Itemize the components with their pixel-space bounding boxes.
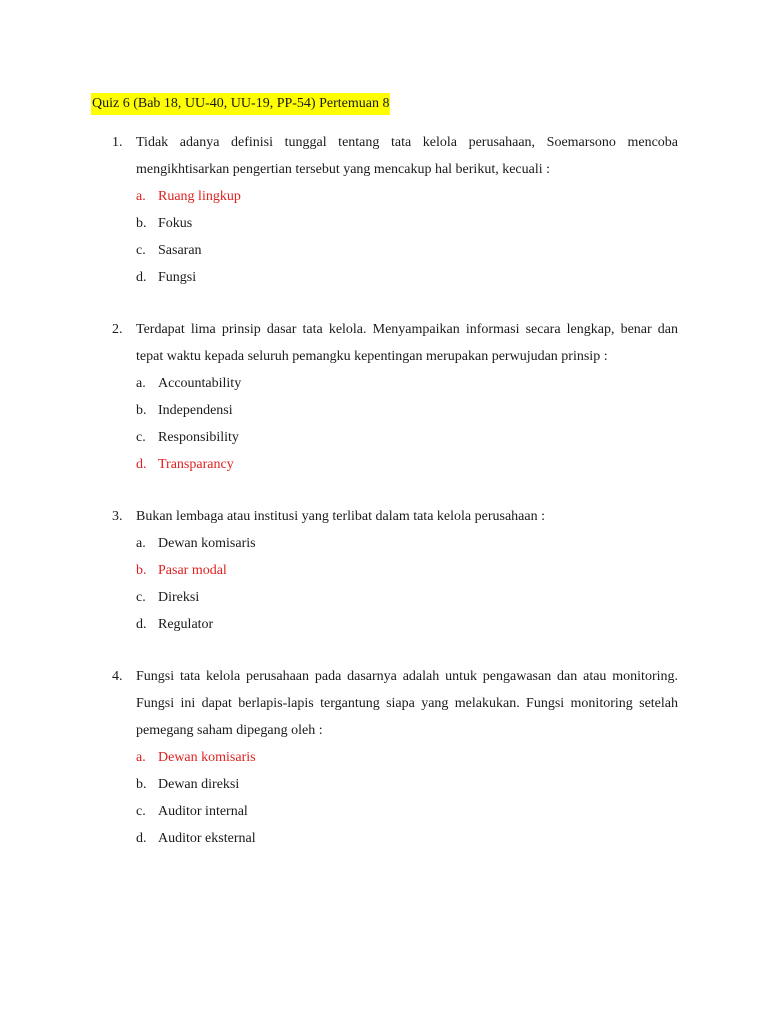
option-letter: a. xyxy=(136,189,146,204)
question-number: 3. xyxy=(112,509,123,524)
option-letter: c. xyxy=(136,243,146,258)
option-text: Independensi xyxy=(158,403,233,418)
option-text: Direksi xyxy=(158,590,200,605)
question-text-row xyxy=(112,503,678,530)
option-text: Dewan komisaris xyxy=(158,750,256,765)
question-text: Terdapat lima prinsip dasar tata kelola. Menyampaikan informasi secara lengkap, benar dan tepat waktu kepada seluruh pemangku kepentingan merupakan perwujudan prinsip : xyxy=(136,322,678,364)
option-letter: b. xyxy=(136,777,147,792)
option-text: Pasar modal xyxy=(158,563,227,578)
question-text: Bukan lembaga atau institusi yang terlibat dalam tata kelola perusahaan : xyxy=(136,509,545,524)
question-text: Tidak adanya definisi tunggal tentang tata kelola perusahaan, Soemarsono mencoba mengikhtisarkan pengertian tersebut yang mencakup hal berikut, kecuali : xyxy=(136,135,678,177)
answer-option xyxy=(112,370,678,397)
option-letter: d. xyxy=(136,831,147,846)
question-item xyxy=(112,316,678,478)
option-letter: a. xyxy=(136,536,146,551)
option-letter: d. xyxy=(136,617,147,632)
question-text: Fungsi tata kelola perusahaan pada dasarnya adalah untuk pengawasan dan atau monitoring. Fungsi ini dapat berlapis-lapis tergantung siapa yang melakukan. Fungsi monitoring setelah pemegang saham dipegang oleh : xyxy=(136,669,678,738)
question-item xyxy=(112,663,678,852)
question-text-row xyxy=(112,129,678,183)
option-text: Auditor internal xyxy=(158,804,248,819)
answer-option-correct xyxy=(112,557,678,584)
answer-option xyxy=(112,584,678,611)
option-letter: b. xyxy=(136,563,147,578)
question-text-row xyxy=(112,663,678,744)
question-number: 1. xyxy=(112,135,123,150)
option-letter: b. xyxy=(136,216,147,231)
option-letter: d. xyxy=(136,457,147,472)
question-item xyxy=(112,129,678,291)
option-letter: a. xyxy=(136,376,146,391)
option-letter: c. xyxy=(136,430,146,445)
option-text: Accountability xyxy=(158,376,242,391)
question-item xyxy=(112,503,678,638)
option-text: Fungsi xyxy=(158,270,197,285)
question-text-row xyxy=(112,316,678,370)
option-text: Ruang lingkup xyxy=(158,189,241,204)
answer-option xyxy=(112,825,678,852)
option-text: Sasaran xyxy=(158,243,202,258)
answer-option xyxy=(112,611,678,638)
option-text: Transparancy xyxy=(158,457,234,472)
answer-option-correct xyxy=(112,451,678,478)
option-text: Responsibility xyxy=(158,430,239,445)
option-letter: b. xyxy=(136,403,147,418)
answer-option-correct xyxy=(112,744,678,771)
answer-option xyxy=(112,771,678,798)
option-letter: a. xyxy=(136,750,146,765)
question-number: 2. xyxy=(112,322,123,337)
answer-option xyxy=(112,530,678,557)
option-text: Auditor eksternal xyxy=(158,831,256,846)
answer-option xyxy=(112,210,678,237)
option-letter: c. xyxy=(136,590,146,605)
answer-option-correct xyxy=(112,183,678,210)
answer-option xyxy=(112,798,678,825)
answer-option xyxy=(112,264,678,291)
answer-option xyxy=(112,397,678,424)
option-text: Dewan komisaris xyxy=(158,536,256,551)
question-number: 4. xyxy=(112,669,123,684)
answer-option xyxy=(112,237,678,264)
option-letter: d. xyxy=(136,270,147,285)
option-text: Regulator xyxy=(158,617,214,632)
option-letter: c. xyxy=(136,804,146,819)
answer-option xyxy=(112,424,678,451)
option-text: Fokus xyxy=(158,216,193,231)
option-text: Dewan direksi xyxy=(158,777,240,792)
quiz-title: Quiz 6 (Bab 18, UU-40, UU-19, PP-54) Pertemuan 8 xyxy=(91,93,390,115)
